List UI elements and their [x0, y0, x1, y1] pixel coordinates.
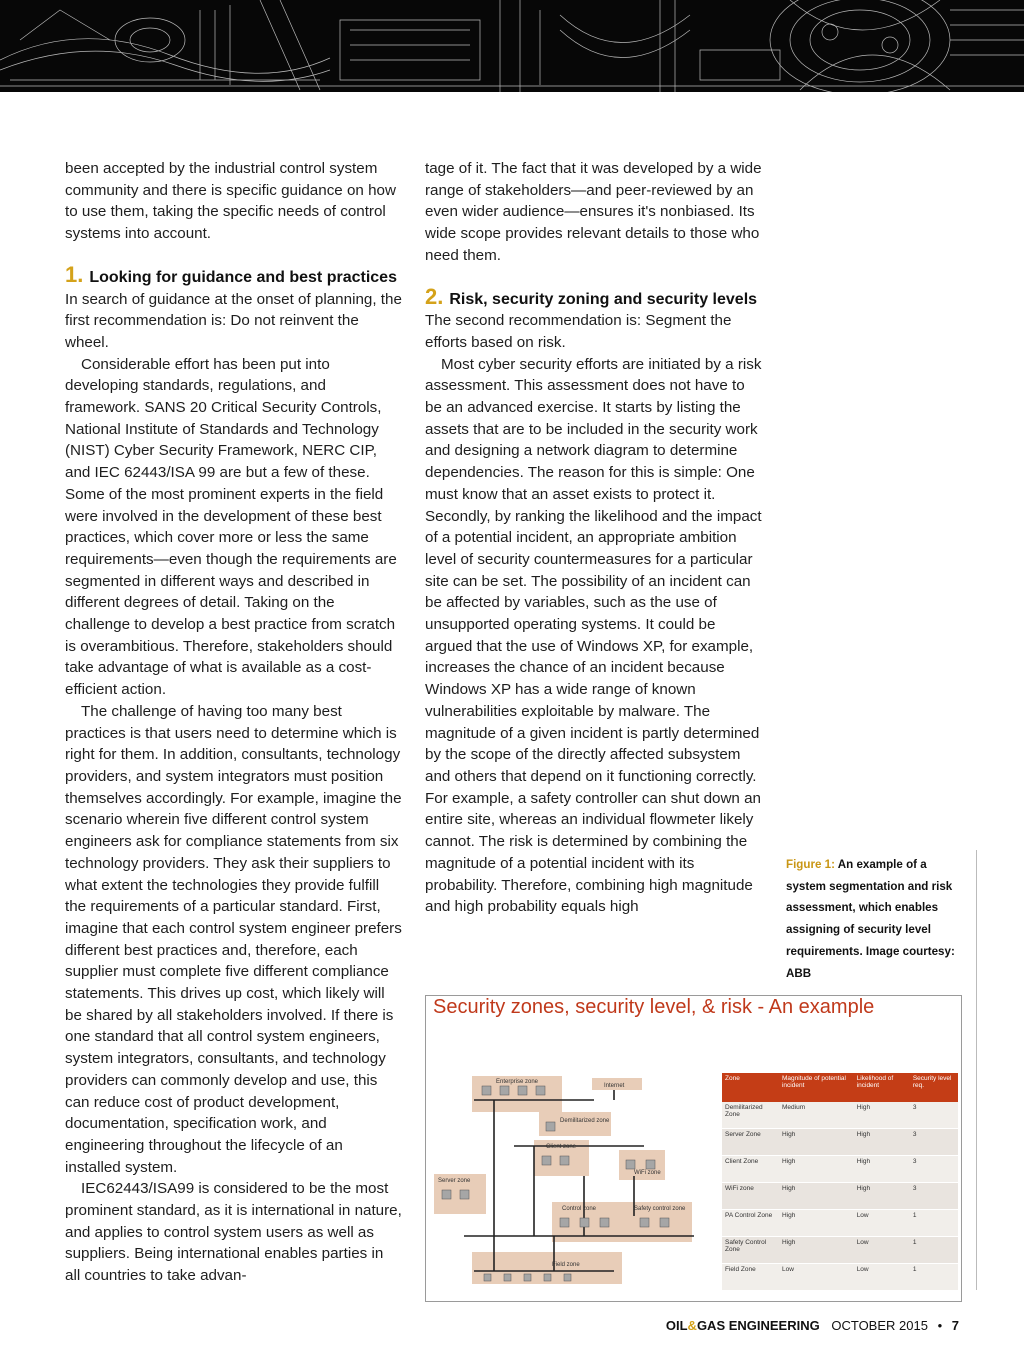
paragraph: IEC62443/ISA99 is considered to be the most prominent standard, as it is international in nature, and applies to control system users as well as suppliers. Being international enables parties in all countries to take advan-	[65, 1180, 402, 1285]
table-cell: WiFi zone	[722, 1183, 779, 1210]
table-cell: 1	[910, 1210, 958, 1237]
table-header-cell: Likelihood of incident	[854, 1073, 910, 1102]
zone-label-wifi: WiFi zone	[634, 1170, 661, 1176]
table-cell: Demilitarized Zone	[722, 1102, 779, 1129]
table-cell: High	[779, 1129, 854, 1156]
zone-label-control: Control zone	[562, 1206, 597, 1212]
issue-date: OCTOBER 2015	[831, 1318, 928, 1333]
table-header-cell: Magnitude of potential incident	[779, 1073, 854, 1102]
table-cell: 1	[910, 1237, 958, 1264]
table-cell: Low	[854, 1210, 910, 1237]
section-number: 2.	[425, 283, 444, 309]
table-header-row	[722, 1073, 958, 1102]
column-intro-text: tage of it. The fact that it was developed by a wide range of stakeholders—and peer-reviewed by an even wider audience—ensures it's nonbiased. Its wide scope provides relevant details to those who need them.	[425, 160, 762, 264]
table-row	[722, 1102, 958, 1129]
page-number: 7	[951, 1318, 959, 1333]
zone-label-internet: Internet	[604, 1083, 625, 1089]
paragraph: The second recommendation is: Segment the efforts based on risk.	[425, 312, 732, 351]
footer-separator: •	[937, 1318, 943, 1333]
caption-divider	[976, 850, 977, 1290]
section-number: 1.	[65, 261, 84, 287]
network-zone-diagram	[434, 1066, 719, 1296]
paragraph: Most cyber security efforts are initiated by a risk assessment. This assessment does not have to be an advanced exercise. It starts by listing the assets that are to be included in the security work and designing a network diagram to determine dependencies. The reason for this is simple: One must know that an asset exists to protect it. Secondly, by ranking the likelihood and the impact of a potential incident, an appropriate ambition level of security countermeasures for a particular site can be set. The possibility of an incident can be affected by variables, such as the use of unsupported operating systems. It could be argued that the use of Windows XP, for example, increases the chance of an incident because Windows XP has a wide range of known vulnerabilities exploitable by malware. The magnitude of a given incident is partly determined by the scope of the directly affected subsystem and others that depend on it functioning correctly. For example, a safety controller can shut down an entire site, whereas an individual flowmeter likely cannot. The risk is determined by combining the magnitude of a potential incident with its probability. Therefore, combining high magnitude and high probability equals high	[425, 355, 762, 916]
article-column-right	[425, 158, 763, 918]
table-row	[722, 1129, 958, 1156]
section-heading-2	[425, 283, 763, 311]
column-intro-text: been accepted by the industrial control system community and there is specific guidance on how to use them, taking the specific needs of control systems into account.	[65, 160, 396, 243]
table-cell: High	[854, 1129, 910, 1156]
table-cell: PA Control Zone	[722, 1210, 779, 1237]
table-row	[722, 1183, 958, 1210]
publication-name-part2: GAS ENGINEERING	[696, 1318, 820, 1333]
zone-label-dmz: Demilitarized zone	[560, 1118, 610, 1124]
table-row	[722, 1237, 958, 1264]
table-cell: Low	[854, 1264, 910, 1291]
section-heading-text: Risk, security zoning and security levels	[449, 290, 758, 308]
table-cell: 3	[910, 1183, 958, 1210]
table-row	[722, 1264, 958, 1291]
table-cell: Safety Control Zone	[722, 1237, 779, 1264]
table-row	[722, 1156, 958, 1183]
zone-label-client: Client zone	[546, 1144, 577, 1150]
table-cell: Server Zone	[722, 1129, 779, 1156]
figure-title: Security zones, security level, & risk - An example	[433, 996, 875, 1018]
paragraph: The challenge of having too many best practices is that users need to determine which is right for them. In addition, consultants, technology providers, and system integrators must position themselves accordingly. For example, imagine the scenario wherein five different control system engineers ask for compliance statements from six technology providers. They ask their suppliers to what extent the technologies they provide fulfill the requirements of a particular standard. First, imagine that each control system engineer prefers different best practices and, therefore, each supplier must complete five different compliance statements. This drives up cost, which likely will be shared by all stakeholders involved. If there is one standard that all control system engineers, system integrators, consultants, and technology providers can commonly develop and use, this can reduce cost of product development, documentation, specification work, and engineering throughout the lifecycle of an installed system.	[65, 702, 402, 1176]
table-cell: Medium	[779, 1102, 854, 1129]
table-cell: 1	[910, 1264, 958, 1291]
paragraph: In search of guidance at the onset of planning, the first recommendation is: Do not reinvent the wheel.	[65, 290, 402, 351]
risk-assessment-table	[722, 1073, 958, 1291]
zone-label-server: Server zone	[438, 1178, 471, 1184]
table-header-cell: Security level req.	[910, 1073, 958, 1102]
table-cell: 3	[910, 1102, 958, 1129]
table-cell: High	[779, 1237, 854, 1264]
table-cell: 3	[910, 1156, 958, 1183]
publication-ampersand: &	[687, 1318, 697, 1333]
table-cell: High	[854, 1102, 910, 1129]
table-cell: High	[779, 1210, 854, 1237]
section-heading-1	[65, 261, 402, 289]
figure-caption-label: Figure 1:	[786, 858, 835, 871]
table-cell: High	[779, 1156, 854, 1183]
table-cell: Low	[854, 1237, 910, 1264]
zone-label-enterprise: Enterprise zone	[496, 1079, 539, 1085]
zone-label-safety: Safety control zone	[634, 1206, 686, 1212]
table-cell: Low	[779, 1264, 854, 1291]
table-cell: High	[854, 1183, 910, 1210]
table-cell: 3	[910, 1129, 958, 1156]
table-cell: High	[779, 1183, 854, 1210]
figure-caption	[786, 854, 962, 984]
table-header-cell: Zone	[722, 1073, 779, 1102]
table-row	[722, 1210, 958, 1237]
table-cell: Field Zone	[722, 1264, 779, 1291]
zone-label-field: Field zone	[552, 1262, 580, 1268]
paragraph: Considerable effort has been put into developing standards, regulations, and framework. SANS 20 Critical Security Controls, National Institute of Standards and Technology (NIST) Cyber Security Framework, NERC CIP, and IEC 62443/ISA 99 are but a few of these. Some of the most prominent experts in the field were involved in the development of these best practices, which cover more or less the same requirements—even though the requirements are segmented in different ways and described in different degrees of detail. Taking on the challenge to develop a best practice from scratch is overambitious. Therefore, stakeholders should take advantage of what is available as a cost-efficient action.	[65, 355, 397, 699]
page-footer	[666, 1318, 959, 1333]
figure-caption-text: An example of a system segmentation and risk assessment, which enables assigning of security level requirements. Image courtesy: ABB	[786, 858, 955, 980]
figure-security-zones	[425, 995, 962, 1302]
section-heading-text: Looking for guidance and best practices	[89, 268, 397, 286]
table-cell: Client Zone	[722, 1156, 779, 1183]
table-cell: High	[854, 1156, 910, 1183]
article-column-left	[65, 158, 402, 1287]
header-banner-image	[0, 0, 1024, 92]
publication-name-part1: OIL	[665, 1318, 688, 1333]
